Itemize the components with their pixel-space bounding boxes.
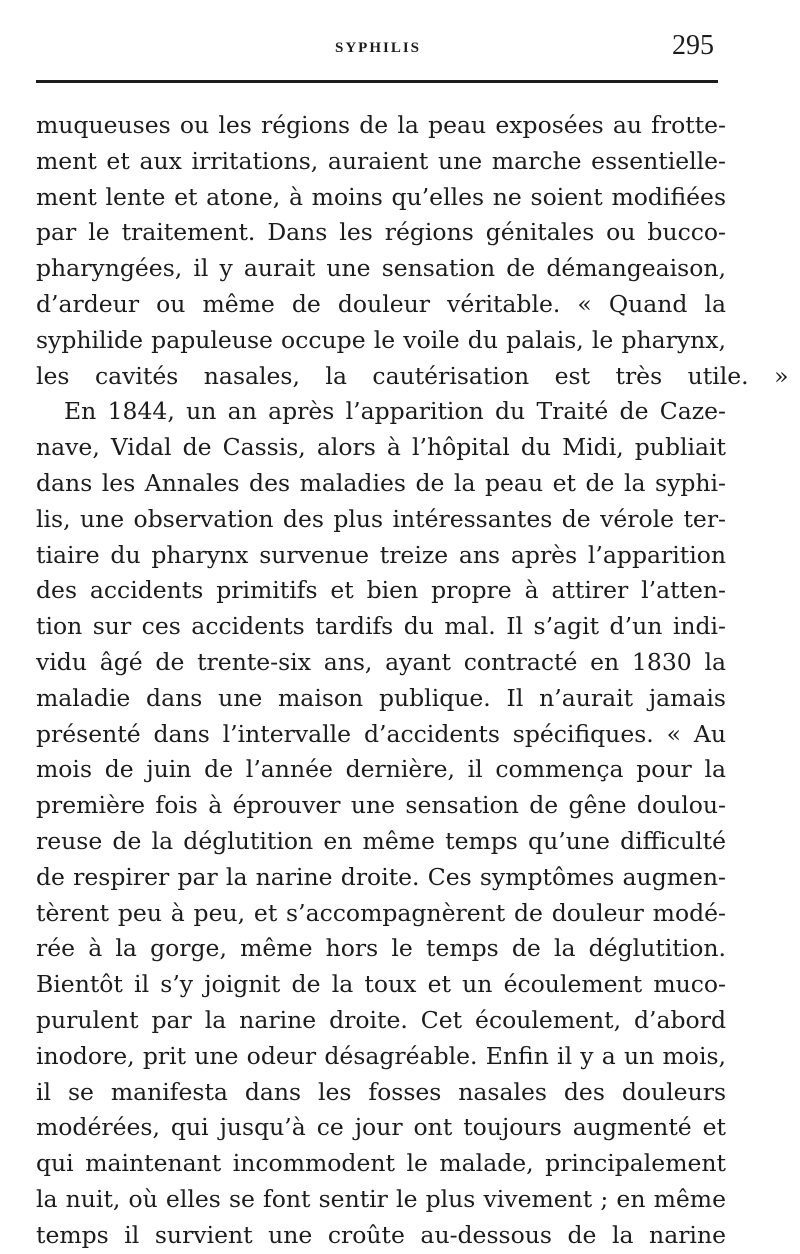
text-line: de respirer par la narine droite. Ces symptômes augmen- bbox=[36, 862, 726, 891]
text-line: reuse de la déglutition en même temps qu’une difficulté bbox=[36, 826, 726, 855]
text-line: il se manifesta dans les fosses nasales des douleurs bbox=[36, 1077, 726, 1106]
text-line: maladie dans une maison publique. Il n’aurait jamais bbox=[36, 683, 726, 712]
text-line: rée à la gorge, même hors le temps de la déglutition. bbox=[36, 934, 726, 963]
text-line: Bientôt il s’y joignit de la toux et un écoulement muco- bbox=[36, 970, 726, 999]
text-line: tèrent peu à peu, et s’accompagnèrent de douleur modé- bbox=[36, 898, 726, 927]
text-line: tiaire du pharynx survenue treize ans après l’apparition bbox=[36, 540, 726, 569]
page-header bbox=[36, 28, 720, 68]
text-line: les cavités nasales, la cautérisation est très utile. » bbox=[36, 361, 789, 390]
text-line: qui maintenant incommodent le malade, principalement bbox=[36, 1149, 726, 1178]
text-line: inodore, prit une odeur désagréable. Enfin il y a un mois, bbox=[36, 1041, 726, 1070]
text-line: des accidents primitifs et bien propre à attirer l’atten- bbox=[36, 576, 726, 605]
text-line: d’ardeur ou même de douleur véritable. « Quand la bbox=[36, 289, 726, 318]
text-line: purulent par la narine droite. Cet écoulement, d’abord bbox=[36, 1005, 726, 1034]
page-number: 295 bbox=[672, 30, 714, 61]
text-line: syphilide papuleuse occupe le voile du palais, le pharynx, bbox=[36, 325, 726, 354]
text-line: mois de juin de l’année dernière, il commença pour la bbox=[36, 755, 726, 784]
text-line: En 1844, un an après l’apparition du Traité de Caze- bbox=[64, 397, 726, 426]
text-line: ment lente et atone, à moins qu’elles ne soient modifiées bbox=[36, 182, 726, 211]
text-line: nave, Vidal de Cassis, alors à l’hôpital du Midi, publiait bbox=[36, 433, 726, 462]
text-line: dans les Annales des maladies de la peau et de la syphi- bbox=[36, 468, 726, 497]
text-line: vidu âgé de trente-six ans, ayant contracté en 1830 la bbox=[36, 647, 726, 676]
text-line: la nuit, où elles se font sentir le plus vivement ; en même bbox=[36, 1184, 726, 1213]
text-line: première fois à éprouver une sensation de gêne doulou- bbox=[36, 791, 726, 820]
running-title: SYPHILIS bbox=[334, 40, 422, 56]
header-rule bbox=[36, 80, 718, 83]
text-line: tion sur ces accidents tardifs du mal. Il s’agit d’un indi- bbox=[36, 612, 726, 641]
text-line: par le traitement. Dans les régions génitales ou bucco- bbox=[36, 218, 726, 247]
text-line: ment et aux irritations, auraient une marche essentielle- bbox=[36, 146, 726, 175]
text-line: modérées, qui jusqu’à ce jour ont toujours augmenté et bbox=[36, 1113, 726, 1142]
text-line: muqueuses ou les régions de la peau exposées au frotte- bbox=[36, 111, 726, 139]
text-line: pharyngées, il y aurait une sensation de démangeaison, bbox=[36, 254, 726, 283]
text-line: temps il survient une croûte au-dessous de la narine bbox=[36, 1220, 726, 1249]
text-line: présenté dans l’intervalle d’accidents spécifiques. « Au bbox=[36, 719, 726, 748]
body-text bbox=[36, 108, 789, 1254]
text-line: lis, une observation des plus intéressantes de vérole ter- bbox=[36, 504, 726, 533]
